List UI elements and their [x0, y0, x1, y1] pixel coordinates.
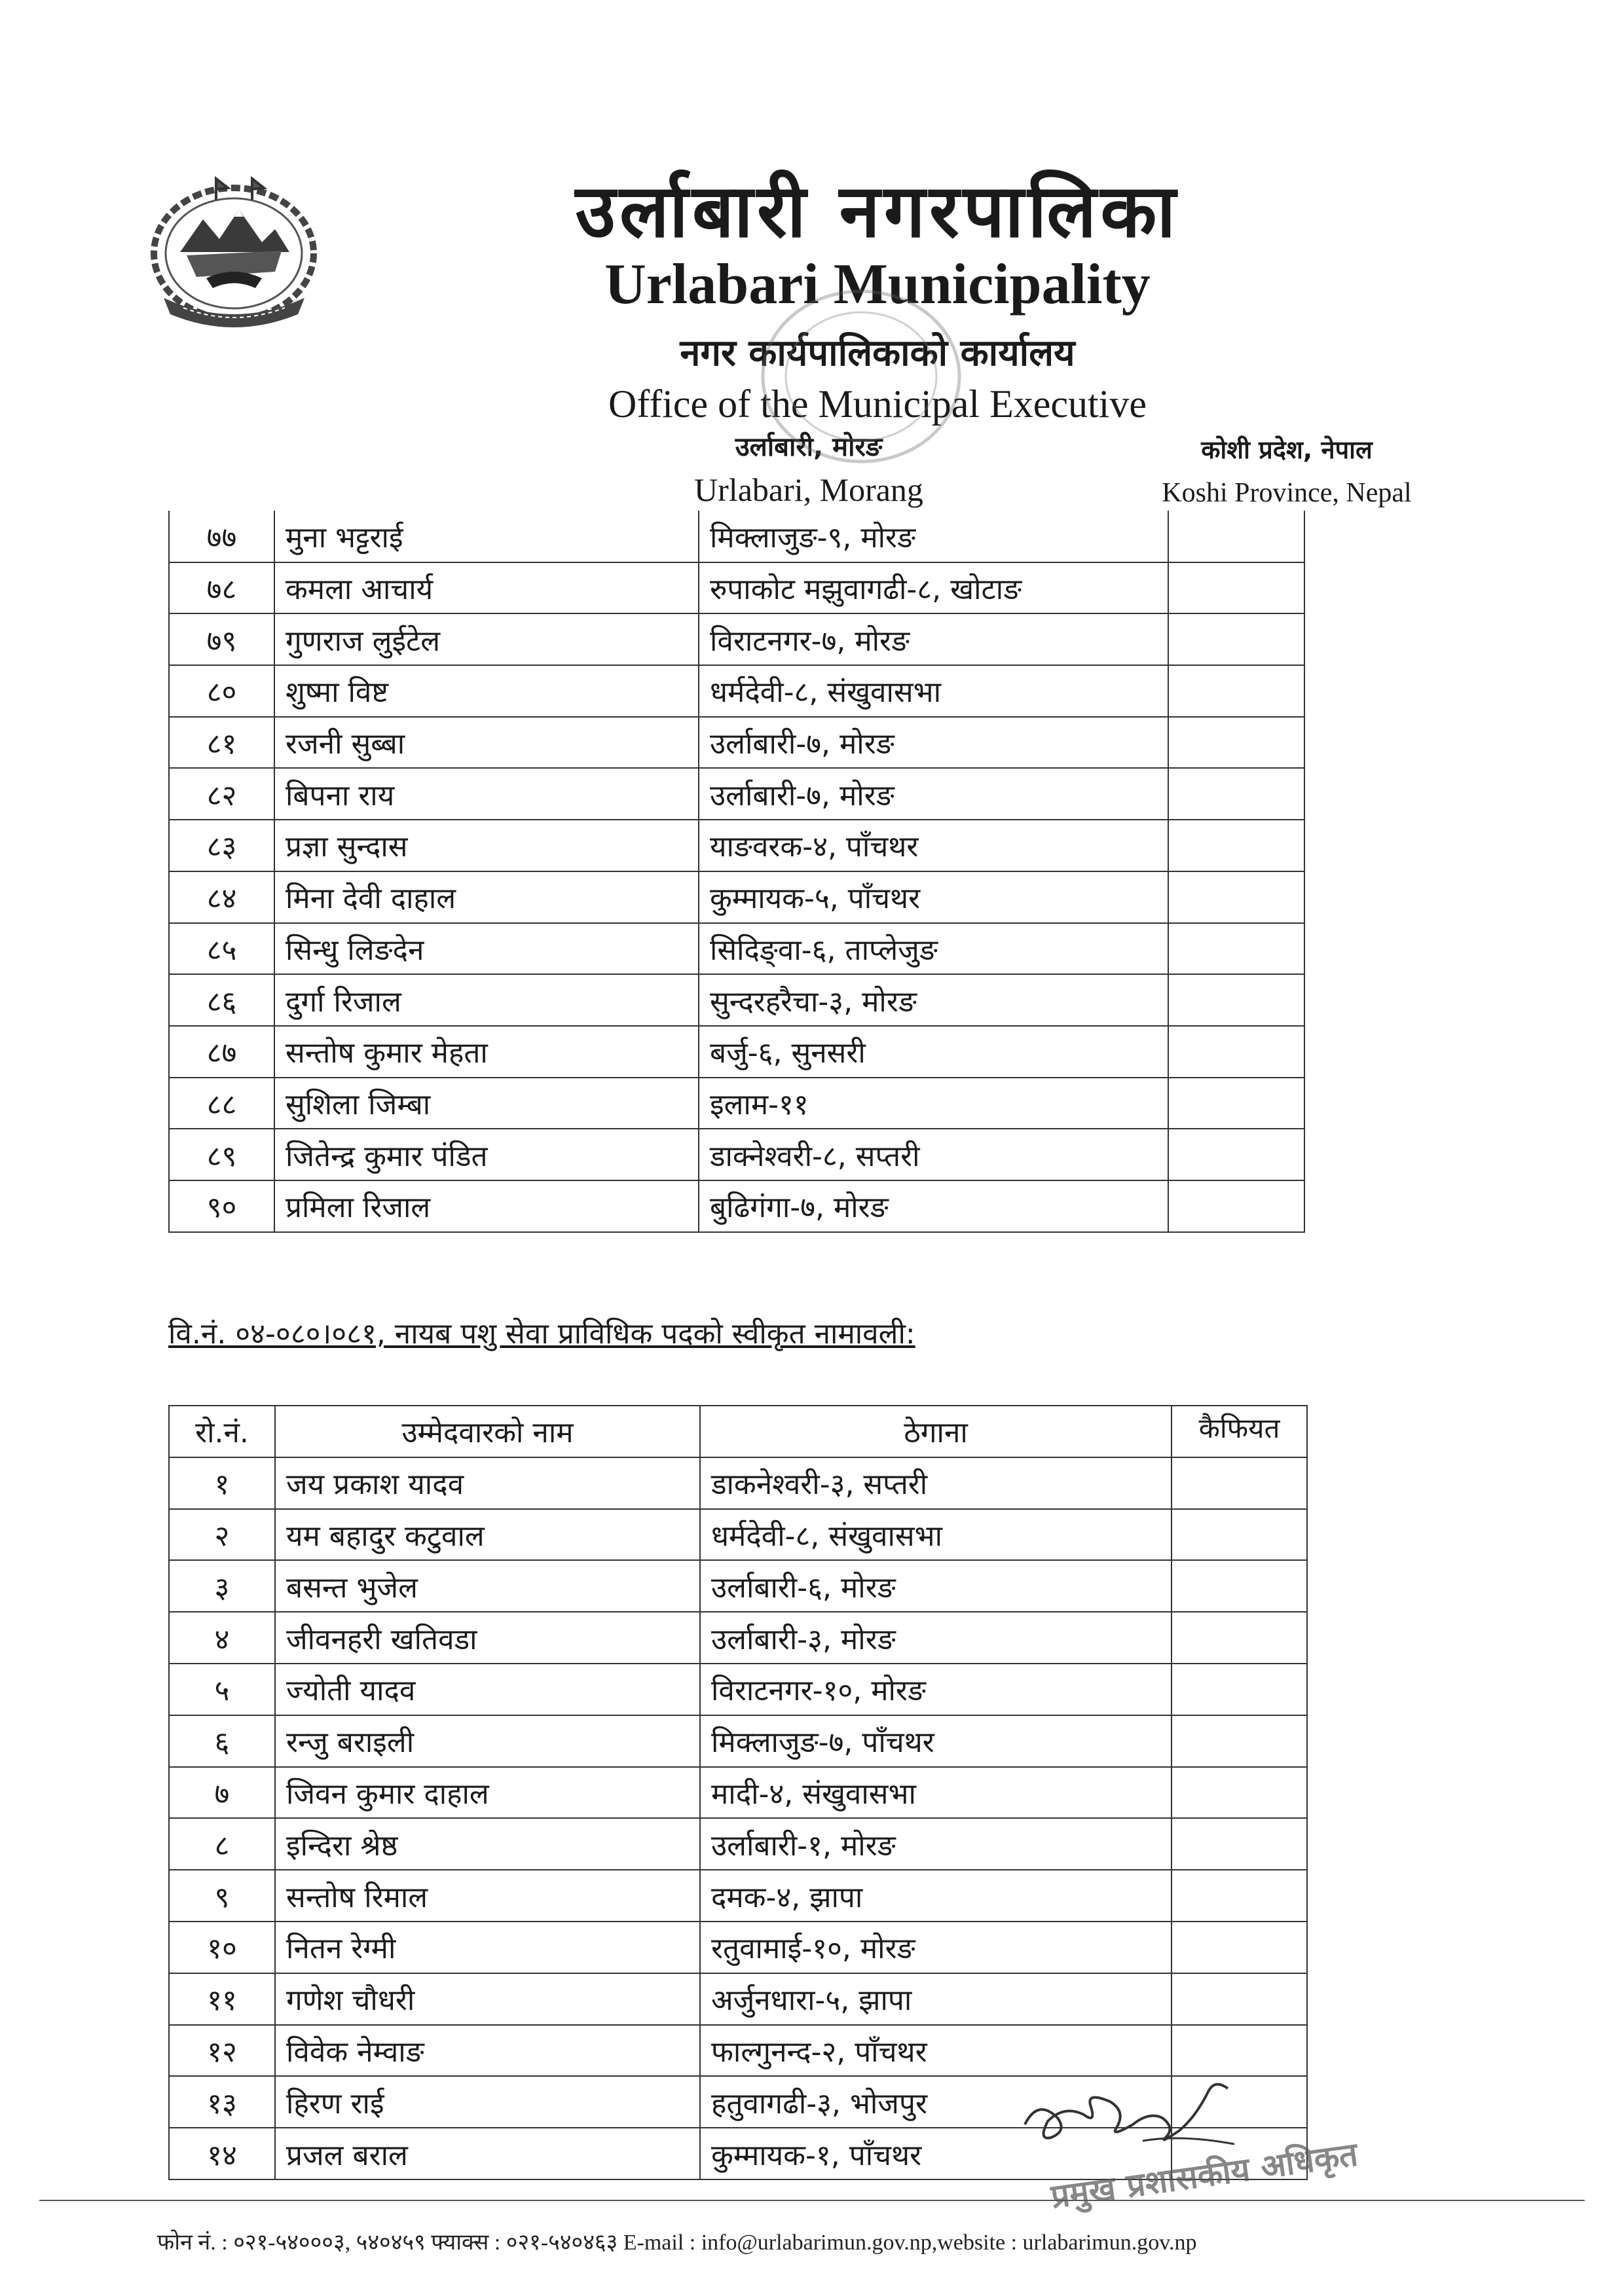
cell-sn: १३: [169, 2076, 275, 2128]
table-row: [169, 1509, 1307, 1561]
cell-sn: ८९: [169, 1129, 274, 1180]
cell-name: हिरण राई: [275, 2076, 700, 2128]
table-row: [169, 768, 1304, 820]
table-row: [169, 1560, 1307, 1612]
cell-remarks: [1172, 1818, 1307, 1870]
cell-address: धर्मदेवी-८, संखुवासभा: [699, 665, 1168, 717]
table-row: [169, 511, 1304, 562]
cell-address: विराटनगर-७, मोरङ: [699, 613, 1168, 665]
cell-address: उर्लाबारी-१, मोरङ: [700, 1818, 1172, 1870]
cell-sn: ८१: [169, 717, 274, 769]
address-nepali: उर्लाबारी, मोरङ: [735, 432, 883, 462]
cell-name: यम बहादुर कटुवाल: [275, 1509, 700, 1561]
cell-sn: १२: [169, 2025, 275, 2077]
office-name-nepali: नगर कार्यपालिकाको कार्यालय: [680, 332, 1075, 374]
cell-remarks: [1168, 613, 1304, 665]
cell-sn: ८४: [169, 871, 274, 923]
cell-remarks: [1168, 1180, 1304, 1232]
cell-remarks: [1168, 768, 1304, 820]
cell-name: जीवनहरी खतिवडा: [275, 1612, 700, 1664]
cell-address: डाक्नेश्वरी-८, सप्तरी: [699, 1129, 1168, 1180]
table-row: [169, 1664, 1307, 1715]
table-row: [169, 820, 1304, 871]
approved-candidate-table: [168, 1405, 1308, 2180]
cell-sn: ८: [169, 1818, 275, 1870]
table-row: [169, 717, 1304, 769]
cell-remarks: [1168, 1078, 1304, 1129]
official-stamp: प्रमुख प्रशासकीय अधिकृत: [1048, 2135, 1360, 2216]
cell-sn: २: [169, 1509, 275, 1561]
cell-remarks: [1168, 1026, 1304, 1078]
cell-name: सन्तोष रिमाल: [275, 1870, 700, 1922]
province-english: Koshi Province, Nepal: [1162, 478, 1412, 508]
table-row: [169, 974, 1304, 1026]
table-header-row: [169, 1406, 1307, 1457]
cell-sn: ७: [169, 1767, 275, 1819]
cell-remarks: [1168, 923, 1304, 975]
cell-address: बुढिगंगा-७, मोरङ: [699, 1180, 1168, 1232]
cell-sn: १४: [169, 2128, 275, 2179]
table-row: [169, 923, 1304, 975]
cell-address: मादी-४, संखुवासभा: [700, 1767, 1172, 1819]
cell-sn: ८०: [169, 665, 274, 717]
cell-sn: ७९: [169, 613, 274, 665]
table-row: [169, 1612, 1307, 1664]
cell-remarks: [1172, 1870, 1307, 1922]
cell-sn: ९०: [169, 1180, 274, 1232]
cell-name: बसन्त भुजेल: [275, 1560, 700, 1612]
cell-remarks: [1172, 1612, 1307, 1664]
cell-sn: ६: [169, 1715, 275, 1767]
cell-address: बर्जु-६, सुनसरी: [699, 1026, 1168, 1078]
cell-address: इलाम-११: [699, 1078, 1168, 1129]
cell-remarks: [1168, 820, 1304, 871]
table-row: [169, 1129, 1304, 1180]
cell-address: उर्लाबारी-३, मोरङ: [700, 1612, 1172, 1664]
cell-name: जितेन्द्र कुमार पंडित: [274, 1129, 699, 1180]
cell-remarks: [1168, 665, 1304, 717]
cell-remarks: [1168, 871, 1304, 923]
cell-remarks: [1168, 717, 1304, 769]
cell-name: नितन रेग्मी: [275, 1922, 700, 1973]
table-row: [169, 871, 1304, 923]
footer-contact: फोन नं. : ०२१-५४०००३, ५४०४५९ फ्याक्स : ०२१-५४०४६३ E-mail : info@urlabarimun.gov.np,website : urlabarimun.gov.np: [157, 2231, 1197, 2255]
column-header-remarks: कैफियत: [1172, 1406, 1307, 1457]
signature-icon: [1012, 2066, 1247, 2164]
table-row: [169, 1715, 1307, 1767]
cell-sn: ८३: [169, 820, 274, 871]
table-row: [169, 1026, 1304, 1078]
cell-address: हतुवागढी-३, भोजपुर: [700, 2076, 1172, 2128]
cell-address: कुम्मायक-१, पाँचथर: [700, 2128, 1172, 2179]
table-row: [169, 1973, 1307, 2025]
table-row: [169, 1870, 1307, 1922]
cell-address: मिक्लाजुङ-७, पाँचथर: [700, 1715, 1172, 1767]
cell-name: दुर्गा रिजाल: [274, 974, 699, 1026]
table-row: [169, 1078, 1304, 1129]
cell-name: रजनी सुब्बा: [274, 717, 699, 769]
cell-sn: ४: [169, 1612, 275, 1664]
cell-name: मुना भट्टराई: [274, 511, 699, 562]
cell-remarks: [1172, 1509, 1307, 1561]
cell-name: गुणराज लुईटेल: [274, 613, 699, 665]
cell-name: मिना देवी दाहाल: [274, 871, 699, 923]
municipality-title-nepali: उर्लाबारी नगरपालिका: [575, 169, 1180, 254]
cell-name: सिन्धु लिङदेन: [274, 923, 699, 975]
cell-sn: ८८: [169, 1078, 274, 1129]
cell-address: दमक-४, झापा: [700, 1870, 1172, 1922]
cell-address: रतुवामाई-१०, मोरङ: [700, 1922, 1172, 1973]
cell-address: कुम्मायक-५, पाँचथर: [699, 871, 1168, 923]
table-row: [169, 1457, 1307, 1509]
cell-name: प्रजल बराल: [275, 2128, 700, 2179]
office-name-english: Office of the Municipal Executive: [608, 382, 1147, 426]
cell-name: सुशिला जिम्बा: [274, 1078, 699, 1129]
table-row: [169, 613, 1304, 665]
cell-name: विवेक नेम्वाङ: [275, 2025, 700, 2077]
table-row: [169, 1922, 1307, 1973]
cell-remarks: [1168, 562, 1304, 614]
cell-address: फाल्गुनन्द-२, पाँचथर: [700, 2025, 1172, 2077]
cell-remarks: [1172, 1922, 1307, 1973]
address-english: Urlabari, Morang: [694, 471, 923, 508]
cell-name: जय प्रकाश यादव: [275, 1457, 700, 1509]
cell-address: मिक्लाजुङ-९, मोरङ: [699, 511, 1168, 562]
cell-sn: ८५: [169, 923, 274, 975]
cell-name: रन्जु बराइली: [275, 1715, 700, 1767]
section-heading: वि.नं. ०४-०८०।०८१, नायब पशु सेवा प्राविधिक पदको स्वीकृत नामावली:: [168, 1317, 915, 1351]
table-row: [169, 1180, 1304, 1232]
cell-remarks: [1168, 511, 1304, 562]
cell-address: सिदिङ्वा-६, ताप्लेजुङ: [699, 923, 1168, 975]
cell-name: कमला आचार्य: [274, 562, 699, 614]
cell-name: बिपना राय: [274, 768, 699, 820]
cell-name: प्रज्ञा सुन्दास: [274, 820, 699, 871]
table-row: [169, 1767, 1307, 1819]
table-row: [169, 1818, 1307, 1870]
column-header-address: ठेगाना: [700, 1406, 1172, 1457]
cell-address: रुपाकोट मझुवागढी-८, खोटाङ: [699, 562, 1168, 614]
nepal-emblem-icon: [144, 173, 324, 331]
cell-sn: ५: [169, 1664, 275, 1715]
cell-name: जिवन कुमार दाहाल: [275, 1767, 700, 1819]
cell-remarks: [1172, 1767, 1307, 1819]
candidate-table-continued: [168, 511, 1305, 1233]
table-row: [169, 665, 1304, 717]
cell-sn: ८६: [169, 974, 274, 1026]
cell-name: शुष्मा विष्ट: [274, 665, 699, 717]
cell-remarks: [1172, 1973, 1307, 2025]
cell-sn: ३: [169, 1560, 275, 1612]
cell-remarks: [1168, 1129, 1304, 1180]
municipality-title-english: Urlabari Municipality: [604, 253, 1151, 316]
cell-address: डाकनेश्वरी-३, सप्तरी: [700, 1457, 1172, 1509]
cell-sn: ९: [169, 1870, 275, 1922]
province-nepali: कोशी प्रदेश, नेपाल: [1201, 435, 1373, 464]
cell-sn: ११: [169, 1973, 275, 2025]
cell-sn: १: [169, 1457, 275, 1509]
cell-remarks: [1172, 1560, 1307, 1612]
cell-sn: ७७: [169, 511, 274, 562]
cell-address: याङवरक-४, पाँचथर: [699, 820, 1168, 871]
cell-remarks: [1172, 1715, 1307, 1767]
cell-address: सुन्दरहरैचा-३, मोरङ: [699, 974, 1168, 1026]
cell-name: इन्दिरा श्रेष्ठ: [275, 1818, 700, 1870]
cell-address: विराटनगर-१०, मोरङ: [700, 1664, 1172, 1715]
cell-address: धर्मदेवी-८, संखुवासभा: [700, 1509, 1172, 1561]
cell-remarks: [1168, 974, 1304, 1026]
cell-sn: ७८: [169, 562, 274, 614]
cell-address: उर्लाबारी-६, मोरङ: [700, 1560, 1172, 1612]
cell-address: अर्जुनधारा-५, झापा: [700, 1973, 1172, 2025]
table-row: [169, 562, 1304, 614]
cell-sn: ८७: [169, 1026, 274, 1078]
column-header-sn: रो.नं.: [169, 1406, 275, 1457]
cell-remarks: [1172, 1457, 1307, 1509]
cell-remarks: [1172, 1664, 1307, 1715]
office-seal-icon: [753, 282, 969, 471]
cell-name: ज्योती यादव: [275, 1664, 700, 1715]
cell-sn: १०: [169, 1922, 275, 1973]
column-header-name: उम्मेदवारको नाम: [275, 1406, 700, 1457]
footer-divider: [39, 2200, 1585, 2201]
cell-address: उर्लाबारी-७, मोरङ: [699, 717, 1168, 769]
cell-name: गणेश चौधरी: [275, 1973, 700, 2025]
cell-name: प्रमिला रिजाल: [274, 1180, 699, 1232]
cell-name: सन्तोष कुमार मेहता: [274, 1026, 699, 1078]
cell-address: उर्लाबारी-७, मोरङ: [699, 768, 1168, 820]
cell-sn: ८२: [169, 768, 274, 820]
